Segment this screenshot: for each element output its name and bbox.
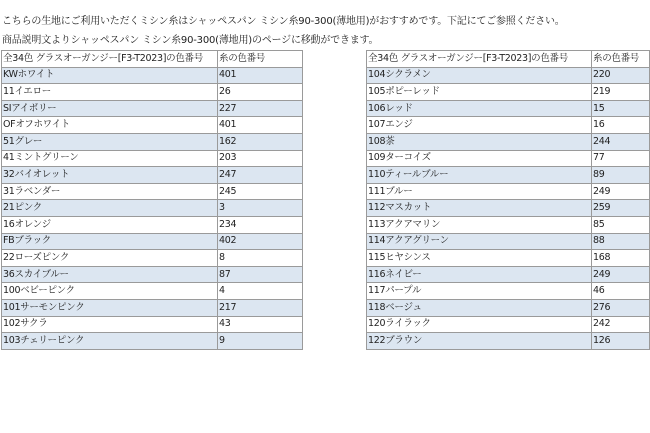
fabric-color-cell: 120ライラック	[367, 316, 592, 333]
thread-number-cell: 244	[592, 133, 650, 150]
table-row	[2, 216, 303, 233]
thread-number-cell: 249	[592, 266, 650, 283]
table-row	[2, 84, 303, 101]
thread-number-cell: 401	[218, 67, 303, 84]
fabric-color-cell: 104シクラメン	[367, 67, 592, 84]
fabric-color-cell: 16オレンジ	[2, 216, 218, 233]
fabric-color-cell: 101サーモンピンク	[2, 299, 218, 316]
fabric-color-cell: 41ミントグリーン	[2, 150, 218, 167]
thread-number-cell: 3	[218, 200, 303, 217]
thread-number-cell: 9	[218, 333, 303, 350]
fabric-color-cell: 112マスカット	[367, 200, 592, 217]
table-row	[367, 283, 650, 300]
thread-number-cell: 15	[592, 100, 650, 117]
left-color-table	[1, 50, 303, 350]
table-row	[2, 299, 303, 316]
thread-number-cell: 217	[218, 299, 303, 316]
table-row	[367, 250, 650, 267]
fabric-color-cell: 117パープル	[367, 283, 592, 300]
fabric-color-cell: OFオフホワイト	[2, 117, 218, 134]
table-row	[2, 250, 303, 267]
fabric-color-cell: 110ティールブルー	[367, 167, 592, 184]
table-row	[367, 216, 650, 233]
thread-number-cell: 401	[218, 117, 303, 134]
thread-number-cell: 220	[592, 67, 650, 84]
thread-number-cell: 203	[218, 150, 303, 167]
thread-number-cell: 234	[218, 216, 303, 233]
fabric-color-cell: 122ブラウン	[367, 333, 592, 350]
table-row	[2, 283, 303, 300]
table-row	[2, 333, 303, 350]
fabric-color-cell: 31ラベンダー	[2, 183, 218, 200]
table-row	[367, 200, 650, 217]
table-row	[367, 150, 650, 167]
table-header-row	[367, 51, 650, 68]
table-row	[2, 150, 303, 167]
table-row	[2, 167, 303, 184]
fabric-color-cell: 114アクアグリーン	[367, 233, 592, 250]
fabric-color-cell: 22ローズピンク	[2, 250, 218, 267]
fabric-color-cell: 108茶	[367, 133, 592, 150]
header-thread-color: 糸の色番号	[592, 51, 650, 68]
fabric-color-cell: 118ベージュ	[367, 299, 592, 316]
fabric-color-cell: 116ネイビー	[367, 266, 592, 283]
table-row	[367, 167, 650, 184]
thread-number-cell: 227	[218, 100, 303, 117]
table-row	[2, 133, 303, 150]
right-color-table	[366, 50, 650, 350]
table-row	[2, 117, 303, 134]
thread-number-cell: 4	[218, 283, 303, 300]
table-row	[367, 117, 650, 134]
fabric-color-cell: 106レッド	[367, 100, 592, 117]
table-row	[2, 200, 303, 217]
fabric-color-cell: 32バイオレット	[2, 167, 218, 184]
table-row	[367, 316, 650, 333]
thread-number-cell: 259	[592, 200, 650, 217]
table-row	[367, 183, 650, 200]
intro-line-1: こちらの生地にご利用いただくミシン糸はシャッペスパン ミシン糸90-300(薄地用)がおすすめです。下記にてご参照ください。	[2, 16, 565, 27]
thread-number-cell: 85	[592, 216, 650, 233]
fabric-color-cell: 11イエロー	[2, 84, 218, 101]
table-row	[367, 266, 650, 283]
thread-number-cell: 219	[592, 84, 650, 101]
table-row	[367, 133, 650, 150]
table-row	[367, 67, 650, 84]
fabric-color-cell: 107エンジ	[367, 117, 592, 134]
fabric-color-cell: 103チェリーピンク	[2, 333, 218, 350]
fabric-color-cell: 113アクアマリン	[367, 216, 592, 233]
table-row	[2, 67, 303, 84]
fabric-color-cell: 105ポピーレッド	[367, 84, 592, 101]
table-row	[2, 266, 303, 283]
thread-number-cell: 43	[218, 316, 303, 333]
fabric-color-cell: FBブラック	[2, 233, 218, 250]
thread-number-cell: 249	[592, 183, 650, 200]
thread-number-cell: 245	[218, 183, 303, 200]
fabric-color-cell: 36スカイブルー	[2, 266, 218, 283]
thread-number-cell: 88	[592, 233, 650, 250]
fabric-color-cell: KWホワイト	[2, 67, 218, 84]
table-row	[367, 233, 650, 250]
table-row	[367, 84, 650, 101]
table-row	[2, 316, 303, 333]
fabric-color-cell: 102サクラ	[2, 316, 218, 333]
intro-line-2: 商品説明文よりシャッペスパン ミシン糸90-300(薄地用)のページに移動ができます。	[2, 35, 379, 46]
thread-number-cell: 16	[592, 117, 650, 134]
fabric-color-cell: 109ターコイズ	[367, 150, 592, 167]
fabric-color-cell: SIアイボリー	[2, 100, 218, 117]
thread-number-cell: 242	[592, 316, 650, 333]
thread-number-cell: 402	[218, 233, 303, 250]
thread-number-cell: 162	[218, 133, 303, 150]
header-fabric-color: 全34色 グラスオーガンジー[F3-T2023]の色番号	[367, 51, 592, 68]
table-header-row	[2, 51, 303, 68]
thread-number-cell: 8	[218, 250, 303, 267]
header-fabric-color: 全34色 グラスオーガンジー[F3-T2023]の色番号	[2, 51, 218, 68]
thread-number-cell: 87	[218, 266, 303, 283]
header-thread-color: 糸の色番号	[218, 51, 303, 68]
table-row	[2, 233, 303, 250]
fabric-color-cell: 51グレー	[2, 133, 218, 150]
fabric-color-cell: 100ベビーピンク	[2, 283, 218, 300]
fabric-color-cell: 111ブルー	[367, 183, 592, 200]
thread-number-cell: 276	[592, 299, 650, 316]
thread-number-cell: 168	[592, 250, 650, 267]
table-row	[2, 183, 303, 200]
thread-number-cell: 247	[218, 167, 303, 184]
fabric-color-cell: 115ヒヤシンス	[367, 250, 592, 267]
thread-number-cell: 77	[592, 150, 650, 167]
thread-number-cell: 46	[592, 283, 650, 300]
thread-number-cell: 26	[218, 84, 303, 101]
table-row	[2, 100, 303, 117]
thread-number-cell: 89	[592, 167, 650, 184]
table-row	[367, 333, 650, 350]
thread-number-cell: 126	[592, 333, 650, 350]
table-row	[367, 299, 650, 316]
fabric-color-cell: 21ピンク	[2, 200, 218, 217]
table-row	[367, 100, 650, 117]
